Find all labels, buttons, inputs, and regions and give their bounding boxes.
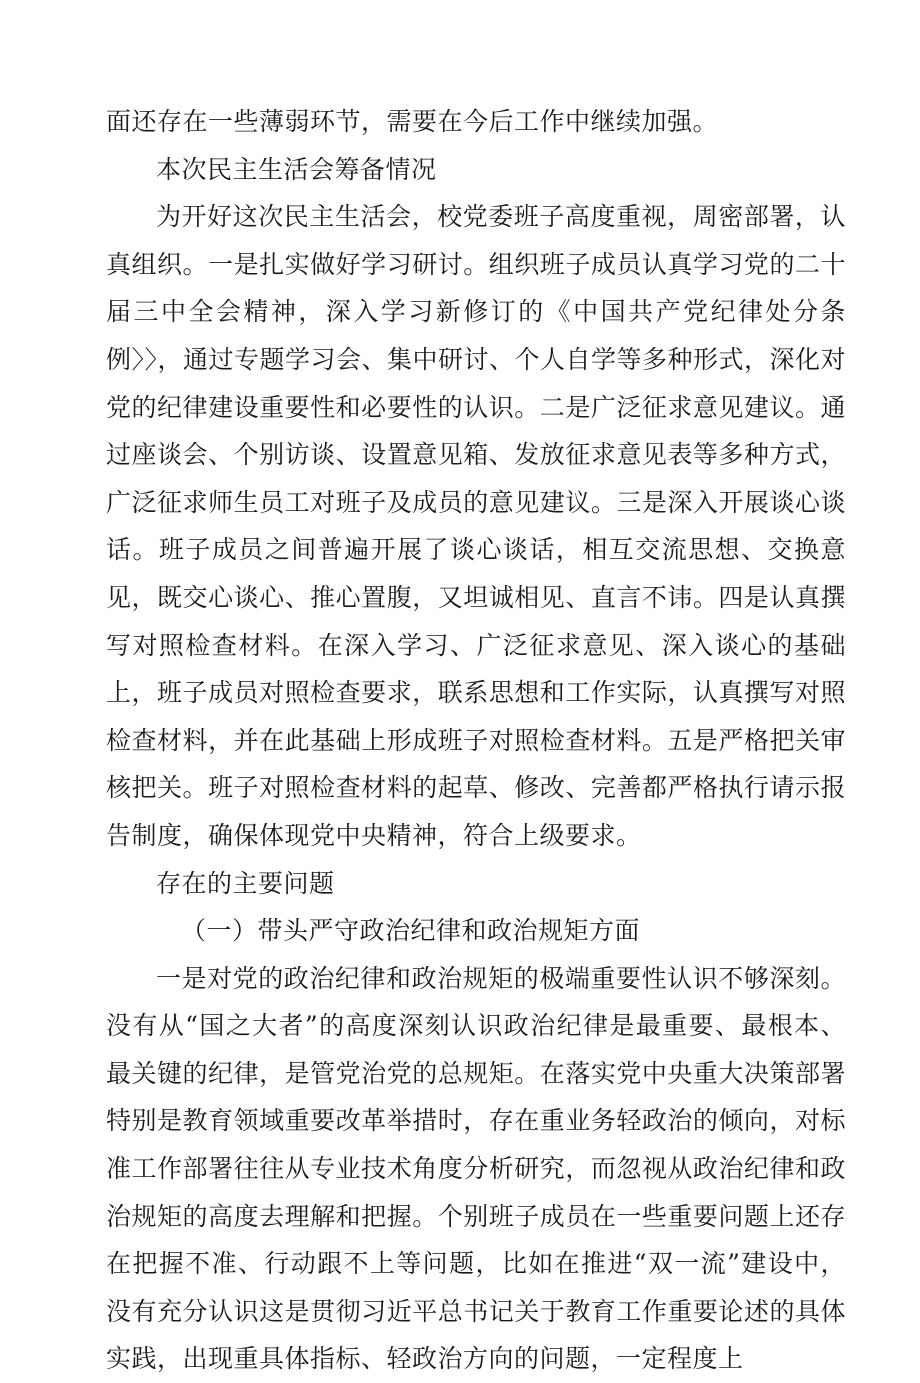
document-body bbox=[106, 98, 846, 1383]
section-heading-preparation: 本次民主生活会筹备情况 bbox=[156, 154, 437, 184]
section-heading-problems: 存在的主要问题 bbox=[156, 868, 335, 898]
paragraph-political-discipline: 一是对党的政治纪律和政治规矩的极端重要性认识不够深刻。没有从“国之大者”的高度深刻认识政治纪律是最重要、最根本、最关键的纪律，是管党治党的总规矩。在落实党中央重大决策部署特别是教育领域重要改革举措时，存在重业务轻政治的倾向，对标准工作部署往往从专业技术角度分析研究，而忽视从政治纪律和政治规矩的高度去理解和把握。个别班子成员在一些重要问题上还存在把握不准、行动跟不上等问题，比如在推进“双一流”建设中，没有充分认识这是贯彻习近平总书记关于教育工作重要论述的具体实践，出现重具体指标、轻政治方向的问题，一定程度上 bbox=[106, 963, 846, 1374]
paragraph-preparation: 为开好这次民主生活会，校党委班子高度重视，周密部署，认真组织。一是扎实做好学习研讨。组织班子成员认真学习党的二十届三中全会精神，深入学习新修订的《中国共产党纪律处分条例〉〉，通过专题学习会、集中研讨、个人自学等多种形式，深化对党的纪律建设重要性和必要性的认识。二是广泛征求意见建议。通过座谈会、个别访谈、设置意见箱、发放征求意见表等多种方式，广泛征求师生员工对班子及成员的意见建议。三是深入开展谈心谈话。班子成员之间普遍开展了谈心谈话，相互交流思想、交换意见，既交心谈心、推心置腹，又坦诚相见、直言不讳。四是认真撰写对照检查材料。在深入学习、广泛征求意见、深入谈心的基础上，班子成员对照检查要求，联系思想和工作实际，认真撰写对照检查材料，并在此基础上形成班子对照检查材料。五是严格把关审核把关。班子对照检查材料的起草、修改、完善都严格执行请示报告制度，确保体现党中央精神，符合上级要求。 bbox=[106, 202, 847, 850]
paragraph-continuation: 面还存在一些薄弱环节，需要在今后工作中继续加强。 bbox=[106, 107, 719, 136]
subsection-heading-political-discipline: （一）带头严守政治纪律和政治规矩方面 bbox=[181, 916, 641, 946]
